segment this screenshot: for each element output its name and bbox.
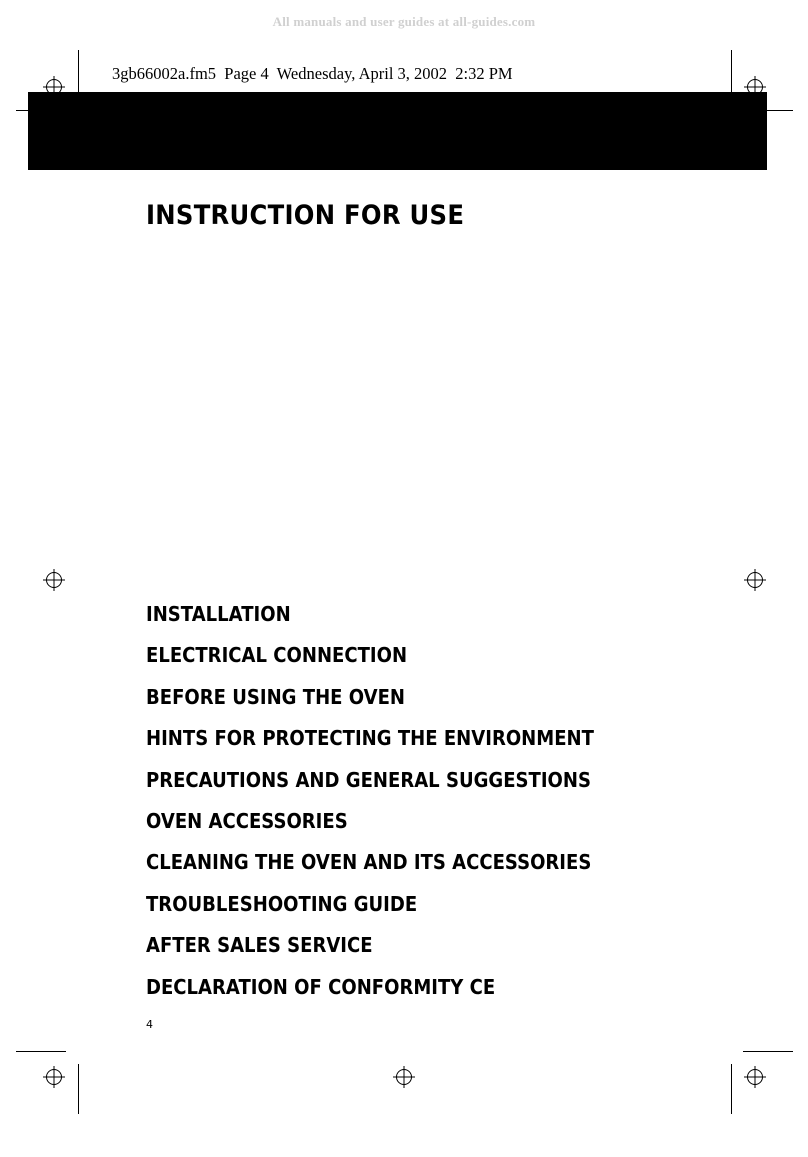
crop-line-bottom-left-horizontal <box>16 1051 66 1052</box>
toc-item-hints-environment: HINTS FOR PROTECTING THE ENVIRONMENT <box>146 726 594 751</box>
crop-line-top-left-horizontal <box>16 110 28 111</box>
crop-line-top-right-vertical <box>731 50 732 94</box>
registration-mark-icon <box>43 76 65 98</box>
registration-mark-icon <box>744 1066 766 1088</box>
file-header: 3gb66002a.fm5 Page 4 Wednesday, April 3, 2002 2:32 PM <box>112 64 513 83</box>
toc-item-before-using-oven: BEFORE USING THE OVEN <box>146 684 406 709</box>
crop-line-top-right-horizontal <box>767 110 793 111</box>
toc-item-oven-accessories: OVEN ACCESSORIES <box>146 808 348 833</box>
watermark-text: All manuals and user guides at all-guides.com <box>272 14 536 29</box>
registration-mark-icon <box>744 76 766 98</box>
registration-mark-icon <box>744 569 766 591</box>
toc-item-electrical-connection: ELECTRICAL CONNECTION <box>146 643 408 668</box>
toc-item-cleaning: CLEANING THE OVEN AND ITS ACCESSORIES <box>146 850 592 875</box>
toc-item-precautions: PRECAUTIONS AND GENERAL SUGGESTIONS <box>146 767 591 792</box>
registration-mark-icon <box>43 569 65 591</box>
page-title: INSTRUCTION FOR USE <box>146 200 465 231</box>
crop-line-bottom-right-vertical <box>731 1064 732 1114</box>
registration-mark-icon <box>43 1066 65 1088</box>
page-number: 4 <box>146 1018 153 1031</box>
header-black-band <box>28 92 767 170</box>
toc-item-troubleshooting: TROUBLESHOOTING GUIDE <box>146 891 418 916</box>
crop-line-bottom-right-horizontal <box>743 1051 793 1052</box>
crop-line-bottom-left-vertical <box>78 1064 79 1114</box>
registration-mark-icon <box>393 1066 415 1088</box>
toc-item-declaration: DECLARATION OF CONFORMITY CE <box>146 974 496 999</box>
toc-item-installation: INSTALLATION <box>146 602 291 626</box>
table-of-contents <box>146 597 655 1011</box>
crop-line-top-left-vertical <box>78 50 79 94</box>
toc-item-after-sales: AFTER SALES SERVICE <box>146 933 373 958</box>
